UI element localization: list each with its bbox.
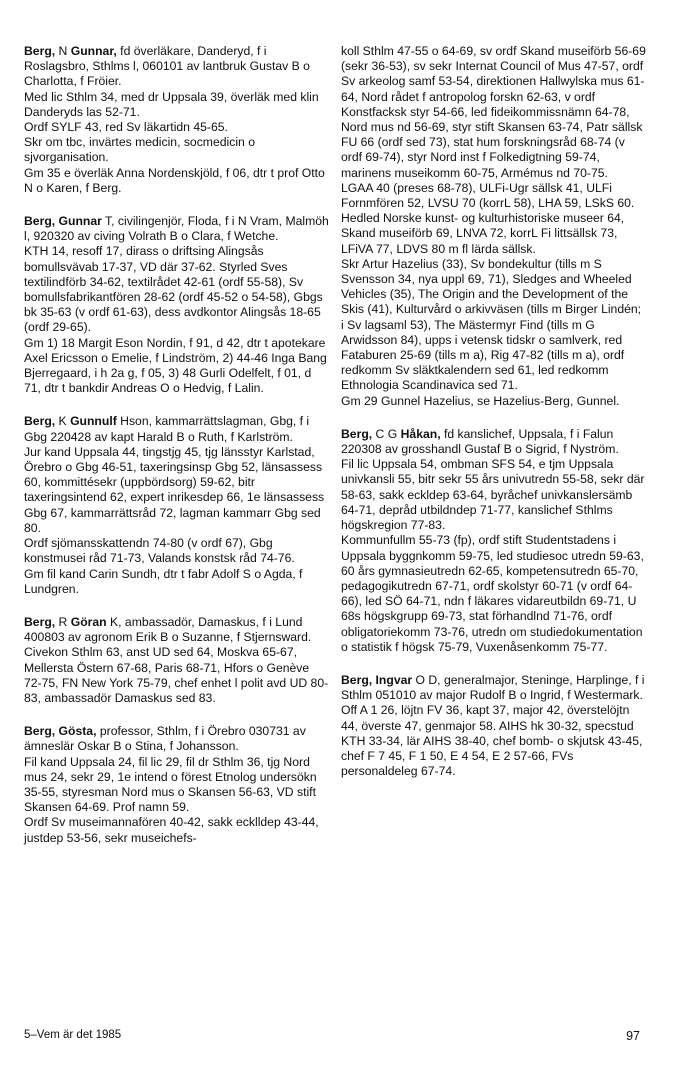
entry-paragraph: Jur kand Uppsala 44, tingstjg 45, tjg länsstyr Karlstad, Örebro o Gbg 46-51, taxeringsinsp Gbg 52, länsassess 60, kommittésekr (uppbördsorg) 59-62, bitr taxeringsintend 62, expert inrikesdep 66, 1e länsassess Gbg 67, kammarrättsråd 72, lagman kammarr Gbg sed 80. xyxy=(24,444,325,535)
entry-surname: Berg, xyxy=(341,672,373,687)
entry-paragraph: Fil lic Uppsala 54, ombman SFS 54, e tjm Uppsala univkansli 55, bitr sekr 55 års univutredn 55-58, sekr där 58-63, sakk eckldep 63-64, byråchef univkanslersämb 64-71, depråd utbildndep 71-77, kanslichef Sthlms högskregion 77-83. xyxy=(341,457,645,533)
entry-surname: Berg, xyxy=(24,724,56,739)
entry-surname: Berg, xyxy=(24,414,56,429)
entry-paragraph: LGAA 40 (preses 68-78), ULFi-Ugr sällsk 41, ULFi Fornmfören 52, LVSU 70 (korrL 58), LHA 59, LSkS 60. Hedled Norske kunst- og kulturhistoriske museer 64, Skand museiförb 69, LNVA 72, korrL Fi littsällsk 73, LFiVA 77, LDVS 80 m fl lärda sällsk. xyxy=(341,180,635,256)
entry-paragraph: Gm 29 Gunnel Hazelius, se Hazelius-Berg, Gunnel. xyxy=(341,393,620,408)
entry-gosta-continued xyxy=(341,44,647,409)
entry-intro: O D, generalmajor, Steninge, Harplinge, f i Sthlm 051010 av major Rudolf B o Ingrid, f Westermark. xyxy=(341,672,645,703)
entry-intro: fd överläkare, Danderyd, f i Roslagsbro, Sthlms l, 060101 av lantbruk Gustav B o Charlotta, f Fröier. xyxy=(24,44,310,89)
entry-goran xyxy=(24,615,330,706)
entry-heading xyxy=(24,414,330,444)
entry-given-name: Gunnulf xyxy=(70,414,117,429)
entry-initials: K xyxy=(55,414,71,429)
entry-heading xyxy=(341,673,647,703)
entry-paragraph: KTH 14, resoff 17, dirass o driftsing Alingsås bomullsvävab 17-37, VD där 37-62. Styrled Sves textilindförb 34-62, textilrådet 42-61 (ordf 55-58), Sv bomullsfabrikantfören 28-62 (ordf 45-52 o 54-58), Gbgs bk 35-63 (v ordf 61-63), dess avdkontor Alingsås 18-65 (ordf 29-65). xyxy=(24,244,323,335)
entry-hakan xyxy=(341,427,647,655)
footer-source: 5–Vem är det 1985 xyxy=(24,1029,122,1041)
entry-intro: professor, Sthlm, f i Örebro 030731 av ämneslär Oskar B o Stina, f Johansson. xyxy=(24,724,306,754)
entry-given-name: Gunnar, xyxy=(70,44,117,58)
entry-surname: Berg, xyxy=(24,214,56,229)
entry-paragraph: koll Sthlm 47-55 o 64-69, sv ordf Skand museiförb 56-69 (sekr 36-53), sv sekr Internat Council of Mus 47-57, ordf Sv arkeolog samf 53-54, direktionen Hallwylska mus 61-64, Nord rådet f antropolog forskn 62-63, v ordf Konstfacksk styr 54-66, led fideikommissnämn 64-78, Nord mus nd 56-69, styr stift Skansen 63-74, Patr sällsk FU 66 (ordf sed 73), stat hum forskningsråd 68-74 (v ordf 69-74), styr Nord inst f Folkedigtning 59-74, marinens museikomm 60-75, Armémus nd 70-75. xyxy=(341,44,646,180)
entry-gunnulf xyxy=(24,414,330,596)
entry-initials: C G xyxy=(372,426,401,441)
entry-surname: Berg, xyxy=(341,426,373,441)
page-number: 97 xyxy=(626,1029,640,1043)
entry-given-name: Ingvar xyxy=(375,672,413,687)
entry-gunnar-n xyxy=(24,44,330,196)
entry-paragraph: Med lic Sthlm 34, med dr Uppsala 39, överläk med klin Danderyds las 52-71. xyxy=(24,89,319,119)
entry-paragraph: Civekon Sthlm 63, anst UD sed 64, Moskva 65-67, Mellersta Östern 67-68, Paris 68-71, Hfors o Genève 72-75, FN New York 75-79, chef enhet l polit avd UD 80-83, ambassadör Damaskus sed 83. xyxy=(24,645,329,705)
entry-given-name: Håkan, xyxy=(400,426,441,441)
entry-paragraph: Off A 1 26, löjtn FV 36, kapt 37, major 42, överstelöjtn 44, överste 47, genmajor 58. AIHS hk 30-32, specstud KTH 33-34, lär AIHS 38-40, chef bomb- o skjutsk 43-45, chef F 7 45, F 1 50, E 4 54, E 2 57-66, FVs personaldeleg 67-74. xyxy=(341,703,643,779)
page-footer xyxy=(24,1029,640,1043)
right-column xyxy=(341,44,647,797)
entry-heading xyxy=(24,615,330,645)
entry-paragraph: Gm fil kand Carin Sundh, dtr t fabr Adolf S o Agda, f Lundgren. xyxy=(24,566,303,596)
entry-paragraph: Ordf Sv museimannafören 40-42, sakk ecklldep 43-44, justdep 53-56, sekr museichefs- xyxy=(24,815,319,845)
entry-intro: Hson, kammarrättslagman, Gbg, f i Gbg 220428 av kapt Harald B o Ruth, f Karlström. xyxy=(24,414,310,444)
entry-paragraph: Gm 35 e överläk Anna Nordenskjöld, f 06, dtr t prof Otto N o Karen, f Berg. xyxy=(24,165,325,195)
entry-heading xyxy=(24,214,330,244)
entry-paragraph: Skr Artur Hazelius (33), Sv bondekultur (tills m S Svensson 34, nya uppl 69, 71), Sledges and Wheeled Vehicles (35), The Origin and the Development of the Skis (41), Kulturvård o arkivväsen (tills m Birger Lindén; i Sv lagsaml 53), The Mästermyr Find (tills m G Arwidsson 84), upps i vetensk tidskr o samlverk, red Fataburen 25-69 (tills m a), Rig 47-82 (tills m a), ordf redkomm Sv släktkalendern sed 61, led redkomm Ethnologia Scandinavica sed 71. xyxy=(341,256,642,393)
entry-initials: R xyxy=(55,614,71,629)
entry-surname: Berg, xyxy=(24,614,56,629)
entry-gunnar-t xyxy=(24,214,330,396)
entry-paragraph: Ordf sjömansskattendn 74-80 (v ordf 67), Gbg konstmusei råd 71-73, Valands konstsk råd 74-76. xyxy=(24,536,295,566)
entry-paragraph: Ordf SYLF 43, red Sv läkartidn 45-65. xyxy=(24,120,228,135)
entry-intro: fd kanslichef, Uppsala, f i Falun 220308 av grosshandl Gustaf B o Sigrid, f Nyström. xyxy=(341,426,619,457)
entry-paragraph: Fil kand Uppsala 24, fil lic 29, fil dr Sthlm 36, tjg Nord mus 24, sekr 29, 1e intend o förest Etnolog undersökn 35-55, styresman Nord mus o Skansen 56-63, VD stift Skansen 64-69. Prof namn 59. xyxy=(24,754,317,815)
entry-paragraph: Kommunfullm 55-73 (fp), ordf stift Studentstadens i Uppsala byggnkomm 59-75, led studiesoc utredn 59-63, 60 års gymnasieutredn 62-65, kompetensutredn 65-70, pedagogikutredn 67-71, ordf skolstyr 60-71 (v ordf 64-66), led SÖ 64-71, ndn f läkares vidareutbildn 69-71, U 68s högskgrupp 69-73, stat förhandlnd 71-76, ordf obligatoriekomm 73-76, utredn om studiedokumentation o statistik f högsk 75-79, Vuxenåsenkomm 75-77. xyxy=(341,533,644,654)
entry-given-name: Gösta, xyxy=(58,724,97,739)
entry-gosta xyxy=(24,724,330,846)
entry-initials: N xyxy=(55,44,71,58)
entry-paragraph: Skr om tbc, invärtes medicin, socmedicin o sjvorganisation. xyxy=(24,135,255,165)
entry-ingvar xyxy=(341,673,647,779)
entry-given-name: Gunnar xyxy=(58,214,102,229)
entry-heading xyxy=(24,44,330,90)
entry-given-name: Göran xyxy=(70,614,107,629)
left-column xyxy=(24,44,330,864)
entry-heading xyxy=(24,724,330,754)
entry-intro: T, civilingenjör, Floda, f i N Vram, Malmöh l, 920320 av civing Volrath B o Clara, f Wetche. xyxy=(24,214,329,244)
entry-intro: K, ambassadör, Damaskus, f i Lund 400803 av agronom Erik B o Suzanne, f Stjernsward. xyxy=(24,614,312,645)
entry-heading xyxy=(341,427,647,457)
entry-paragraph: Gm 1) 18 Margit Eson Nordin, f 91, d 42, dtr t apotekare Axel Ericsson o Emelie, f Lindström, 2) 44-46 Inga Bang Bjerregaard, i h 2a g, f 05, 3) 48 Gurli Odelfelt, f 01, d 71, dtr t bankdir Andreas O o Hedvig, f Lalin. xyxy=(24,335,327,396)
entry-surname: Berg, xyxy=(24,44,56,58)
